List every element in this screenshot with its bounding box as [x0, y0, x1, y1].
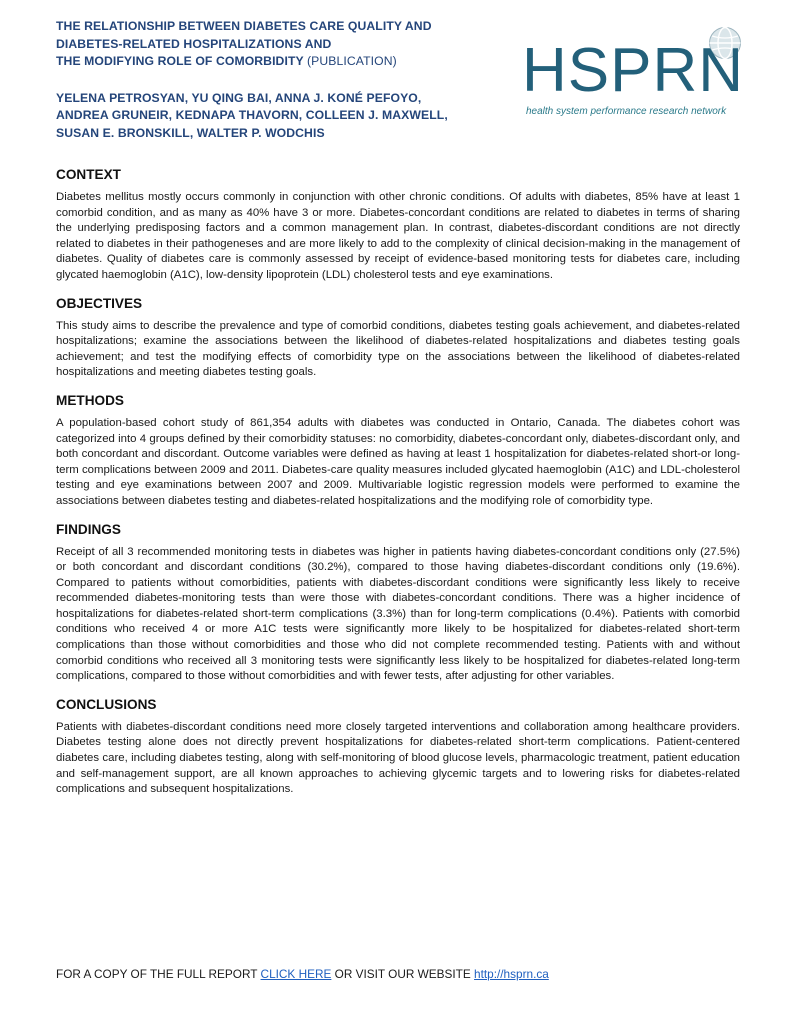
logo-wordmark: HSPRN [522, 36, 745, 105]
section-context [56, 166, 740, 284]
author-line: SUSAN E. BRONSKILL, WALTER P. WODCHIS [56, 126, 325, 141]
author-list [56, 90, 496, 143]
title-line: DIABETES-RELATED HOSPITALIZATIONS AND [56, 36, 332, 51]
publication-tag: (PUBLICATION) [307, 54, 397, 68]
footer-prefix: FOR A COPY OF THE FULL REPORT [56, 967, 258, 981]
document-body [56, 166, 740, 809]
footer-middle: OR VISIT OUR WEBSITE [334, 967, 471, 981]
section-heading: CONCLUSIONS [56, 696, 157, 712]
logo-subtitle: health system performance research network [526, 106, 727, 117]
click-here-link[interactable]: CLICK HERE [260, 967, 332, 981]
hsprn-logo [522, 26, 745, 122]
title-line [56, 53, 496, 71]
title-line-text: THE MODIFYING ROLE OF COMORBIDITY [56, 54, 304, 68]
footer [56, 967, 549, 981]
section-heading: OBJECTIVES [56, 295, 143, 311]
section-heading: METHODS [56, 392, 124, 408]
section-paragraph: Patients with diabetes-discordant conditions need more closely targeted interventions and collaboration among healthcare providers. Diabetes testing alone does not directly prevent hospitalizations for diabetes-related short-term complications. Patient-centered diabetes care, including diabetes testing, along with self-monitoring of blood glucose levels, pharmacologic treatment, patient education and self-management support, are all known approaches to achieving glycemic targets and to lowering risks for diabetes-related complications and subsequent hospitalizations. [56, 720, 740, 796]
section-paragraph: Receipt of all 3 recommended monitoring tests in diabetes was higher in patients having diabetes-concordant conditions only (27.5%) or both concordant and discordant conditions (30.2%), compared to those having diabetes-discordant conditions only (19.6%). Compared to patients without comorbidities, patients with diabetes-discordant conditions were significantly less likely to receive recommended diabetes-monitoring tests than were those with diabetes-concordant conditions. There was a higher incidence of hospitalizations for diabetes-related short-term complications (3.3%) than for long-term complications (0.4%). Patients with comorbid conditions who received 4 or more A1C tests were significantly more likely to be hospitalized for diabetes-related short-term complications than those without comorbidities and those who did not complete recommended testing. Patients with and without comorbid conditions who received all 3 monitoring tests were significantly less likely to be hospitalized for diabetes-related long-term complications, compared to those without comorbidities and with fewer tests, after adjusting for other variables. [56, 545, 740, 683]
section-conclusions [56, 696, 740, 798]
title-line: THE RELATIONSHIP BETWEEN DIABETES CARE QUALITY AND [56, 19, 432, 33]
author-line: YELENA PETROSYAN, YU QING BAI, ANNA J. KONÉ PEFOYO, [56, 90, 422, 105]
section-paragraph: Diabetes mellitus mostly occurs commonly in conjunction with other chronic conditions. Of adults with diabetes, 85% have at least 1 comorbid condition, and as many as 40% have 3 or more. Diabetes-concordant conditions are related to diabetes in terms of sharing the underlying predisposing factors and a common management plan. In contrast, diabetes-discordant conditions are not directly related to diabetes in their pathogeneses and are more likely to add to the complexity of clinical decision-making in the management of diabetes. Quality of diabetes care is commonly assessed by receipt of evidence-based monitoring tests for diabetes care, including glycated haemoglobin (A1C), low-density lipoprotein (LDL) cholesterol tests and eye examinations. [56, 191, 740, 281]
section-findings [56, 521, 740, 685]
website-link[interactable]: http://hsprn.ca [474, 967, 549, 981]
document-header [56, 18, 496, 143]
section-heading: FINDINGS [56, 521, 121, 537]
section-heading: CONTEXT [56, 167, 121, 182]
section-paragraph: A population-based cohort study of 861,354 adults with diabetes was conducted in Ontario, Canada. The diabetes cohort was categorized into 4 groups defined by their comorbidity statuses: no comorbidity, diabetes-concordant only, diabetes-discordant only, and both concordant and discordant. Outcome variables were defined as having at least 1 hospitalization for diabetes-related short-or long-term complications between 2009 and 2011. Diabetes-care quality measures included glycated haemoglobin (A1C) and LDL-cholesterol testing and eye examinations between 2007 and 2009. Multivariable logistic regression models were performed to examine the associations between diabetes testing and diabetes-related hospitalizations and the modifying role of comorbidity type. [56, 416, 740, 507]
section-methods [56, 392, 740, 510]
section-paragraph: This study aims to describe the prevalence and type of comorbid conditions, diabetes testing goals achievement, and diabetes-related hospitalizations; examine the associations between the likelihood of diabetes-related hospitalizations and diabetes testing goals achievement; and test the modifying effects of comorbidity type on the associations between the likelihood of diabetes-related hospitalizations and meeting diabetes testing goals. [56, 319, 740, 379]
author-line: ANDREA GRUNEIR, KEDNAPA THAVORN, COLLEEN J. MAXWELL, [56, 108, 448, 123]
document-title [56, 18, 496, 71]
section-objectives [56, 295, 740, 381]
